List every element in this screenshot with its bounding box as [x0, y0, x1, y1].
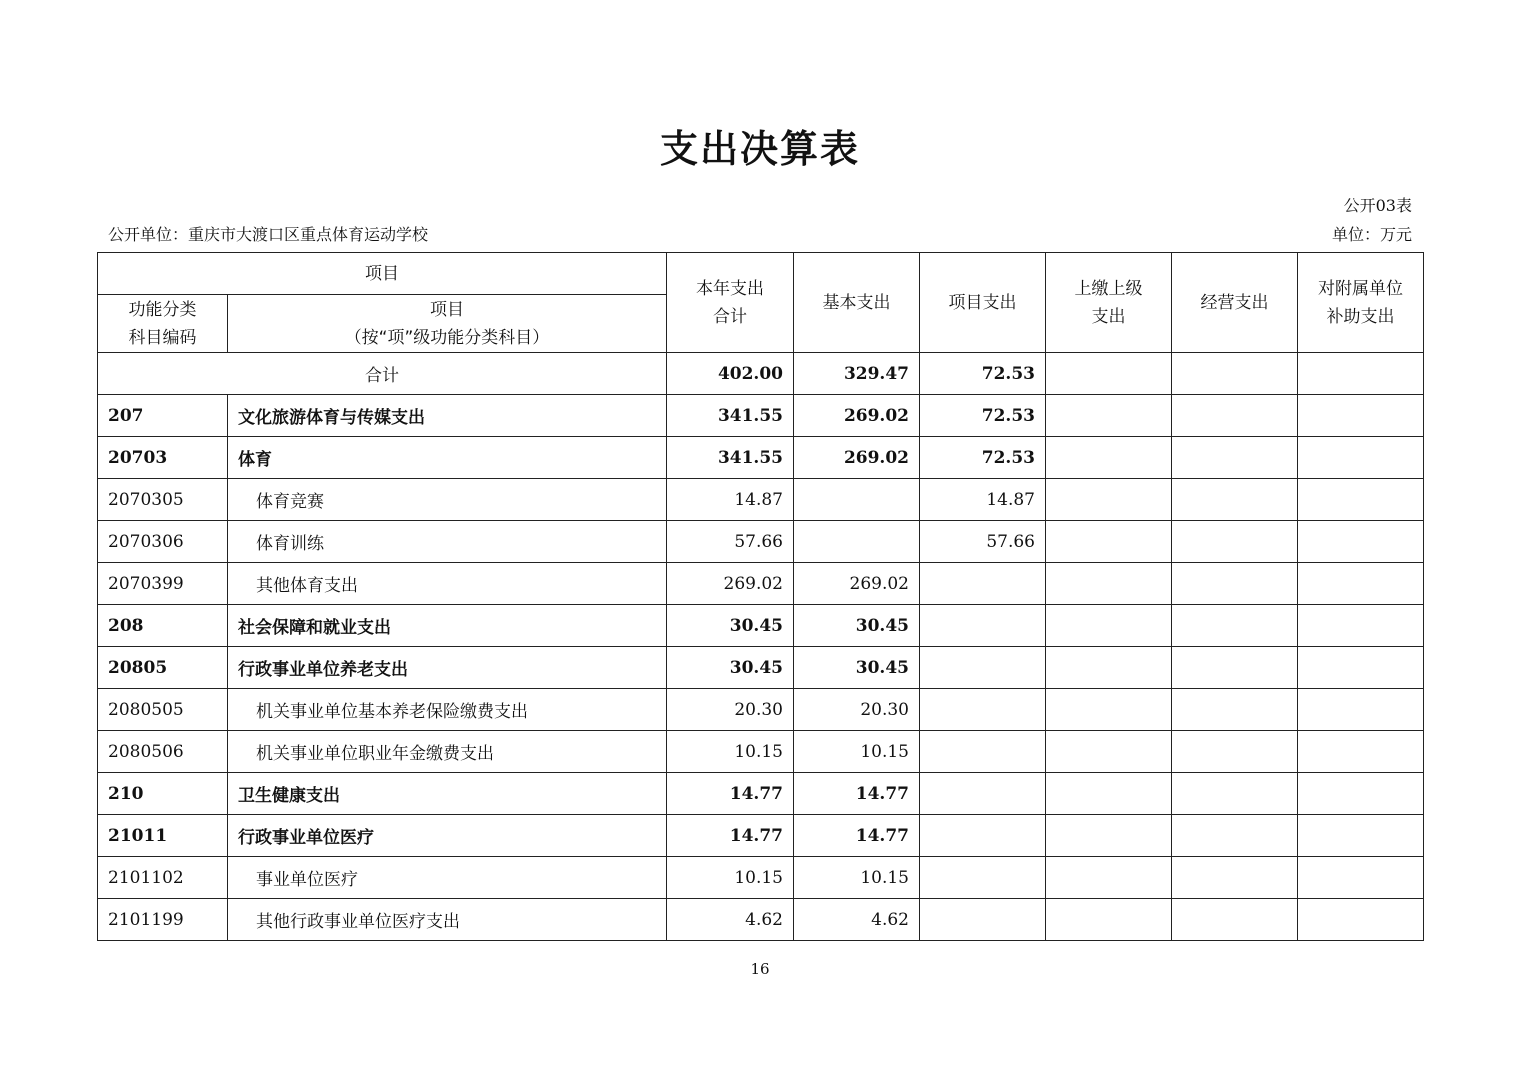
row-upper	[1046, 731, 1172, 773]
table-row	[98, 563, 1424, 605]
row-business	[1172, 899, 1298, 941]
row-code: 210	[98, 773, 228, 815]
header-upper: 上缴上级 支出	[1046, 253, 1172, 353]
page-title: 支出决算表	[659, 127, 860, 171]
row-name: 体育训练	[228, 521, 667, 563]
total-label: 合计	[98, 353, 667, 395]
row-proj	[920, 605, 1046, 647]
row-code: 2070305	[98, 479, 228, 521]
row-subsidy	[1298, 647, 1424, 689]
row-total: 14.77	[667, 815, 794, 857]
form-number: 公开03表	[1343, 196, 1412, 215]
row-business	[1172, 395, 1298, 437]
row-basic: 20.30	[794, 689, 920, 731]
row-business	[1172, 563, 1298, 605]
row-subsidy	[1298, 479, 1424, 521]
row-subsidy	[1298, 731, 1424, 773]
total-amount: 402.00	[667, 353, 794, 395]
row-upper	[1046, 647, 1172, 689]
row-upper	[1046, 563, 1172, 605]
row-code: 21011	[98, 815, 228, 857]
row-proj	[920, 731, 1046, 773]
row-business	[1172, 731, 1298, 773]
row-name: 行政事业单位医疗	[228, 815, 667, 857]
row-subsidy	[1298, 521, 1424, 563]
table-row	[98, 899, 1424, 941]
row-total: 10.15	[667, 857, 794, 899]
row-business	[1172, 605, 1298, 647]
row-total: 30.45	[667, 605, 794, 647]
row-total: 10.15	[667, 731, 794, 773]
header-item: 项目 （按“项”级功能分类科目）	[228, 295, 667, 353]
row-proj	[920, 857, 1046, 899]
row-name: 行政事业单位养老支出	[228, 647, 667, 689]
row-proj: 72.53	[920, 395, 1046, 437]
row-upper	[1046, 437, 1172, 479]
row-basic: 269.02	[794, 437, 920, 479]
row-subsidy	[1298, 857, 1424, 899]
row-business	[1172, 773, 1298, 815]
row-upper	[1046, 605, 1172, 647]
row-basic: 14.77	[794, 773, 920, 815]
row-basic: 30.45	[794, 605, 920, 647]
row-name: 文化旅游体育与传媒支出	[228, 395, 667, 437]
row-total: 269.02	[667, 563, 794, 605]
row-name: 其他体育支出	[228, 563, 667, 605]
row-proj: 14.87	[920, 479, 1046, 521]
row-basic: 10.15	[794, 731, 920, 773]
row-total: 30.45	[667, 647, 794, 689]
table-row	[98, 605, 1424, 647]
table-row	[98, 479, 1424, 521]
table-row	[98, 857, 1424, 899]
table-row	[98, 731, 1424, 773]
row-upper	[1046, 899, 1172, 941]
row-name: 机关事业单位基本养老保险缴费支出	[228, 689, 667, 731]
row-basic: 14.77	[794, 815, 920, 857]
row-subsidy	[1298, 773, 1424, 815]
table-row	[98, 437, 1424, 479]
row-subsidy	[1298, 563, 1424, 605]
row-subsidy	[1298, 899, 1424, 941]
total-business	[1172, 353, 1298, 395]
header-project: 项目	[98, 253, 667, 295]
header-business: 经营支出	[1172, 253, 1298, 353]
total-upper	[1046, 353, 1172, 395]
row-basic	[794, 479, 920, 521]
page-number: 16	[750, 960, 770, 978]
row-business	[1172, 647, 1298, 689]
row-business	[1172, 815, 1298, 857]
row-total: 14.77	[667, 773, 794, 815]
row-total: 341.55	[667, 395, 794, 437]
row-total: 20.30	[667, 689, 794, 731]
row-name: 其他行政事业单位医疗支出	[228, 899, 667, 941]
table-row	[98, 773, 1424, 815]
row-basic	[794, 521, 920, 563]
row-basic: 269.02	[794, 563, 920, 605]
row-upper	[1046, 773, 1172, 815]
row-code: 207	[98, 395, 228, 437]
row-proj	[920, 689, 1046, 731]
row-code: 20805	[98, 647, 228, 689]
row-basic: 10.15	[794, 857, 920, 899]
total-row	[98, 353, 1424, 395]
row-code: 2070399	[98, 563, 228, 605]
header-subsidy: 对附属单位 补助支出	[1298, 253, 1424, 353]
header-basic: 基本支出	[794, 253, 920, 353]
table-row	[98, 647, 1424, 689]
row-basic: 30.45	[794, 647, 920, 689]
header-code: 功能分类 科目编码	[98, 295, 228, 353]
row-name: 机关事业单位职业年金缴费支出	[228, 731, 667, 773]
row-proj	[920, 647, 1046, 689]
table-row	[98, 815, 1424, 857]
row-total: 57.66	[667, 521, 794, 563]
table-row	[98, 689, 1424, 731]
total-project: 72.53	[920, 353, 1046, 395]
row-name: 体育竞赛	[228, 479, 667, 521]
row-code: 2101102	[98, 857, 228, 899]
row-proj: 72.53	[920, 437, 1046, 479]
row-business	[1172, 857, 1298, 899]
row-upper	[1046, 815, 1172, 857]
row-code: 2080505	[98, 689, 228, 731]
row-proj	[920, 563, 1046, 605]
row-name: 体育	[228, 437, 667, 479]
expenditure-table	[97, 252, 1424, 941]
row-subsidy	[1298, 395, 1424, 437]
row-total: 4.62	[667, 899, 794, 941]
currency-unit: 单位：万元	[1331, 225, 1412, 244]
row-proj	[920, 773, 1046, 815]
total-basic: 329.47	[794, 353, 920, 395]
row-proj	[920, 899, 1046, 941]
row-subsidy	[1298, 605, 1424, 647]
row-subsidy	[1298, 437, 1424, 479]
row-upper	[1046, 521, 1172, 563]
row-proj: 57.66	[920, 521, 1046, 563]
row-subsidy	[1298, 689, 1424, 731]
row-code: 2070306	[98, 521, 228, 563]
row-upper	[1046, 479, 1172, 521]
row-total: 14.87	[667, 479, 794, 521]
total-subsidy	[1298, 353, 1424, 395]
row-basic: 269.02	[794, 395, 920, 437]
row-upper	[1046, 857, 1172, 899]
row-business	[1172, 689, 1298, 731]
row-proj	[920, 815, 1046, 857]
row-code: 20703	[98, 437, 228, 479]
row-upper	[1046, 395, 1172, 437]
row-code: 2101199	[98, 899, 228, 941]
table-row	[98, 395, 1424, 437]
row-code: 208	[98, 605, 228, 647]
row-business	[1172, 437, 1298, 479]
row-subsidy	[1298, 815, 1424, 857]
row-business	[1172, 479, 1298, 521]
row-code: 2080506	[98, 731, 228, 773]
header-total: 本年支出 合计	[667, 253, 794, 353]
table-row	[98, 521, 1424, 563]
row-total: 341.55	[667, 437, 794, 479]
row-business	[1172, 521, 1298, 563]
row-name: 社会保障和就业支出	[228, 605, 667, 647]
row-basic: 4.62	[794, 899, 920, 941]
header-project-expense: 项目支出	[920, 253, 1046, 353]
row-name: 事业单位医疗	[228, 857, 667, 899]
reporting-unit: 公开单位：重庆市大渡口区重点体育运动学校	[108, 225, 429, 244]
row-upper	[1046, 689, 1172, 731]
row-name: 卫生健康支出	[228, 773, 667, 815]
